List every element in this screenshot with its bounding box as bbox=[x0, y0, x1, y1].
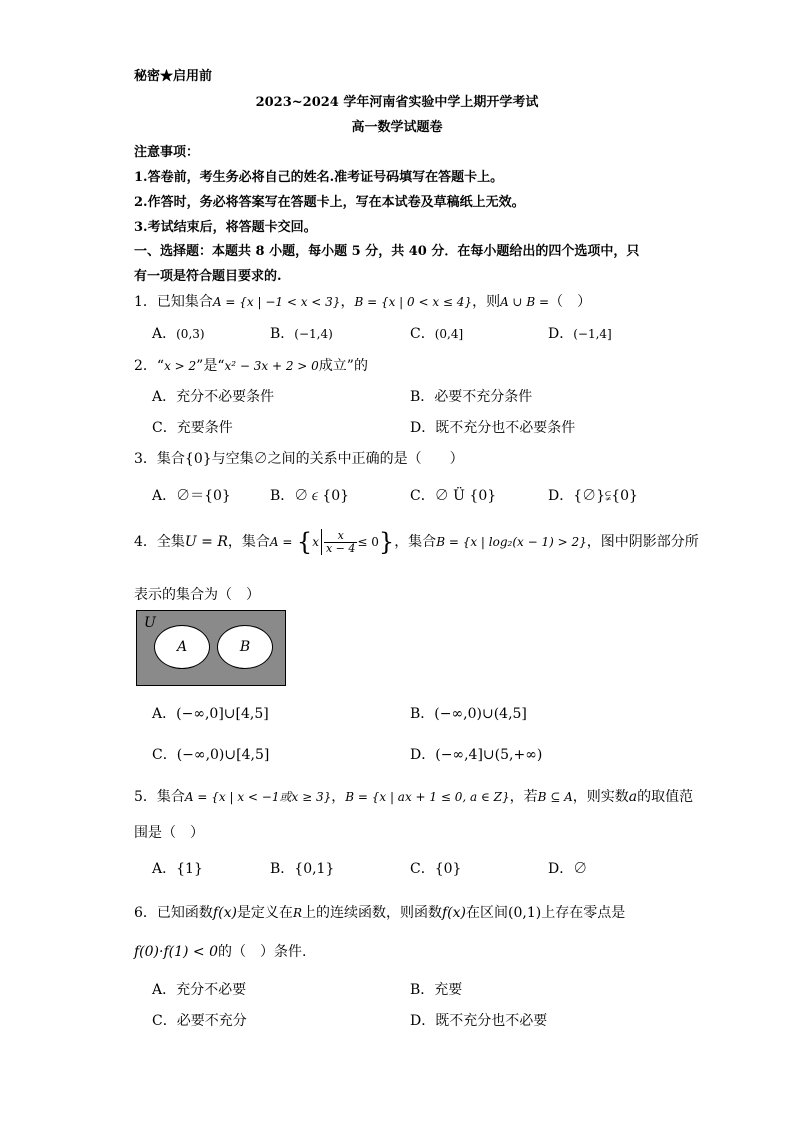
q5-set-a: A = {x | x < −1或x ≥ 3} bbox=[184, 790, 332, 804]
venn-universe-label: U bbox=[144, 615, 156, 631]
section-heading-line1: 一、选择题：本题共 8 小题，每小题 5 分，共 40 分．在每小题给出的四个选项中，只 bbox=[134, 244, 640, 259]
q1-ask-pre: ，则 bbox=[472, 294, 501, 310]
q5-option-d[interactable]: D．∅ bbox=[548, 861, 588, 877]
venn-set-a: A bbox=[154, 625, 210, 669]
q3-option-b[interactable]: B．∅∊{0} bbox=[270, 488, 350, 504]
venn-set-b: B bbox=[217, 625, 273, 669]
q5-condition: B ⊆ A bbox=[537, 790, 573, 804]
notes-heading: 注意事项： bbox=[134, 145, 200, 160]
q1-set-b: B = {x | 0 < x ≤ 4} bbox=[354, 295, 473, 309]
q4-option-c[interactable]: C．(−∞,0)∪[4,5] bbox=[152, 747, 270, 763]
question-6-line2: f(0)·f(1) < 0的（ ）条件. bbox=[134, 944, 307, 960]
question-2: 2．“x > 2”是“x² − 3x + 2 > 0成立”的 bbox=[134, 358, 368, 374]
question-1 bbox=[134, 291, 591, 311]
q6-option-d[interactable]: D．既不充分也不必要 bbox=[410, 1013, 548, 1029]
q3-option-d[interactable]: D．{∅}⫋{0} bbox=[548, 488, 638, 504]
question-4: 4．全集U = R，集合A = {x $\frac{x}{x - 4}$ ≤ 0}，集合B = {x | log₂(x − 1) > 2}，图中阴影部分所 bbox=[134, 528, 699, 556]
q3-option-c[interactable]: C．∅ Ü {0} bbox=[410, 488, 497, 504]
exam-subtitle: 高一数学试题卷 bbox=[351, 120, 443, 135]
q1-option-a[interactable]: A．(0,3) bbox=[152, 326, 205, 342]
q2-option-b[interactable]: B．必要不充分条件 bbox=[410, 389, 533, 405]
q1-prefix: 1．已知集合 bbox=[134, 294, 213, 310]
q4-option-d[interactable]: D．(−∞,4]∪(5,+∞) bbox=[410, 747, 543, 763]
q1-ask-post: （ ） bbox=[549, 294, 592, 310]
q1-sep: ， bbox=[340, 294, 355, 310]
q6-option-b[interactable]: B．充要 bbox=[410, 982, 463, 998]
q2-condition-1: x > 2 bbox=[164, 359, 197, 373]
q4-fraction: $\frac{x}{x - 4}$ bbox=[325, 528, 356, 555]
q3-option-a[interactable]: A．∅＝{0} bbox=[152, 488, 231, 504]
section-heading-line2: 有一项是符合题目要求的. bbox=[134, 269, 282, 284]
note-item: 1.答卷前，考生务必将自己的姓名.准考证号码填写在答题卡上。 bbox=[134, 170, 504, 185]
q4-option-b[interactable]: B．(−∞,0)∪(4,5] bbox=[410, 706, 527, 722]
q4-option-a[interactable]: A．(−∞,0]∪[4,5] bbox=[152, 706, 269, 722]
question-4-line2: 表示的集合为（ ） bbox=[134, 587, 260, 603]
q5-option-b[interactable]: B．{0,1} bbox=[270, 861, 335, 877]
note-item: 3.考试结束后，将答题卡交回。 bbox=[134, 220, 317, 235]
q5-option-c[interactable]: C．{0} bbox=[410, 861, 462, 877]
note-item: 2.作答时，务必将答案写在答题卡上，写在本试卷及草稿纸上无效。 bbox=[134, 195, 525, 210]
divider-bar bbox=[321, 529, 322, 555]
question-5-line2: 围是（ ） bbox=[134, 825, 204, 841]
q4-set-b: B = {x | log₂(x − 1) > 2} bbox=[436, 535, 587, 549]
q1-ask-expr: A ∪ B = bbox=[500, 295, 550, 309]
q6-option-a[interactable]: A．充分不必要 bbox=[152, 982, 247, 998]
question-6: 6．已知函数f(x)是定义在R上的连续函数，则函数f(x)在区间(0,1)上存在零点是 bbox=[134, 905, 626, 921]
q1-option-b[interactable]: B．(−1,4) bbox=[270, 326, 333, 342]
q6-option-c[interactable]: C．必要不充分 bbox=[152, 1013, 247, 1029]
q2-option-a[interactable]: A．充分不必要条件 bbox=[152, 389, 275, 405]
left-brace: { bbox=[296, 528, 313, 556]
question-5: 5．集合A = {x | x < −1或x ≥ 3}，B = {x | ax + 1 ≤ 0, a ∈ Z}，若B ⊆ A，则实数a的取值范 bbox=[134, 789, 694, 805]
q2-option-d[interactable]: D．既不充分也不必要条件 bbox=[410, 420, 576, 436]
q4-universe: U = R bbox=[184, 534, 228, 550]
q5-set-b: B = {x | ax + 1 ≤ 0, a ∈ Z} bbox=[345, 790, 510, 804]
q2-option-c[interactable]: C．充要条件 bbox=[152, 420, 233, 436]
q1-option-c[interactable]: C．(0,4] bbox=[410, 326, 464, 342]
secret-label: 秘密★启用前 bbox=[134, 69, 213, 84]
q1-set-a: A = {x | −1 < x < 3} bbox=[212, 295, 341, 309]
venn-diagram bbox=[136, 610, 286, 686]
question-3: 3．集合{0}与空集∅之间的关系中正确的是（ ） bbox=[134, 451, 464, 467]
right-brace: } bbox=[378, 528, 395, 556]
q2-condition-2: x² − 3x + 2 > 0 bbox=[224, 359, 319, 373]
exam-title: 2023~2024 学年河南省实验中学上期开学考试 bbox=[255, 95, 539, 110]
q5-option-a[interactable]: A．{1} bbox=[152, 861, 203, 877]
q1-option-d[interactable]: D．(−1,4] bbox=[548, 326, 612, 342]
